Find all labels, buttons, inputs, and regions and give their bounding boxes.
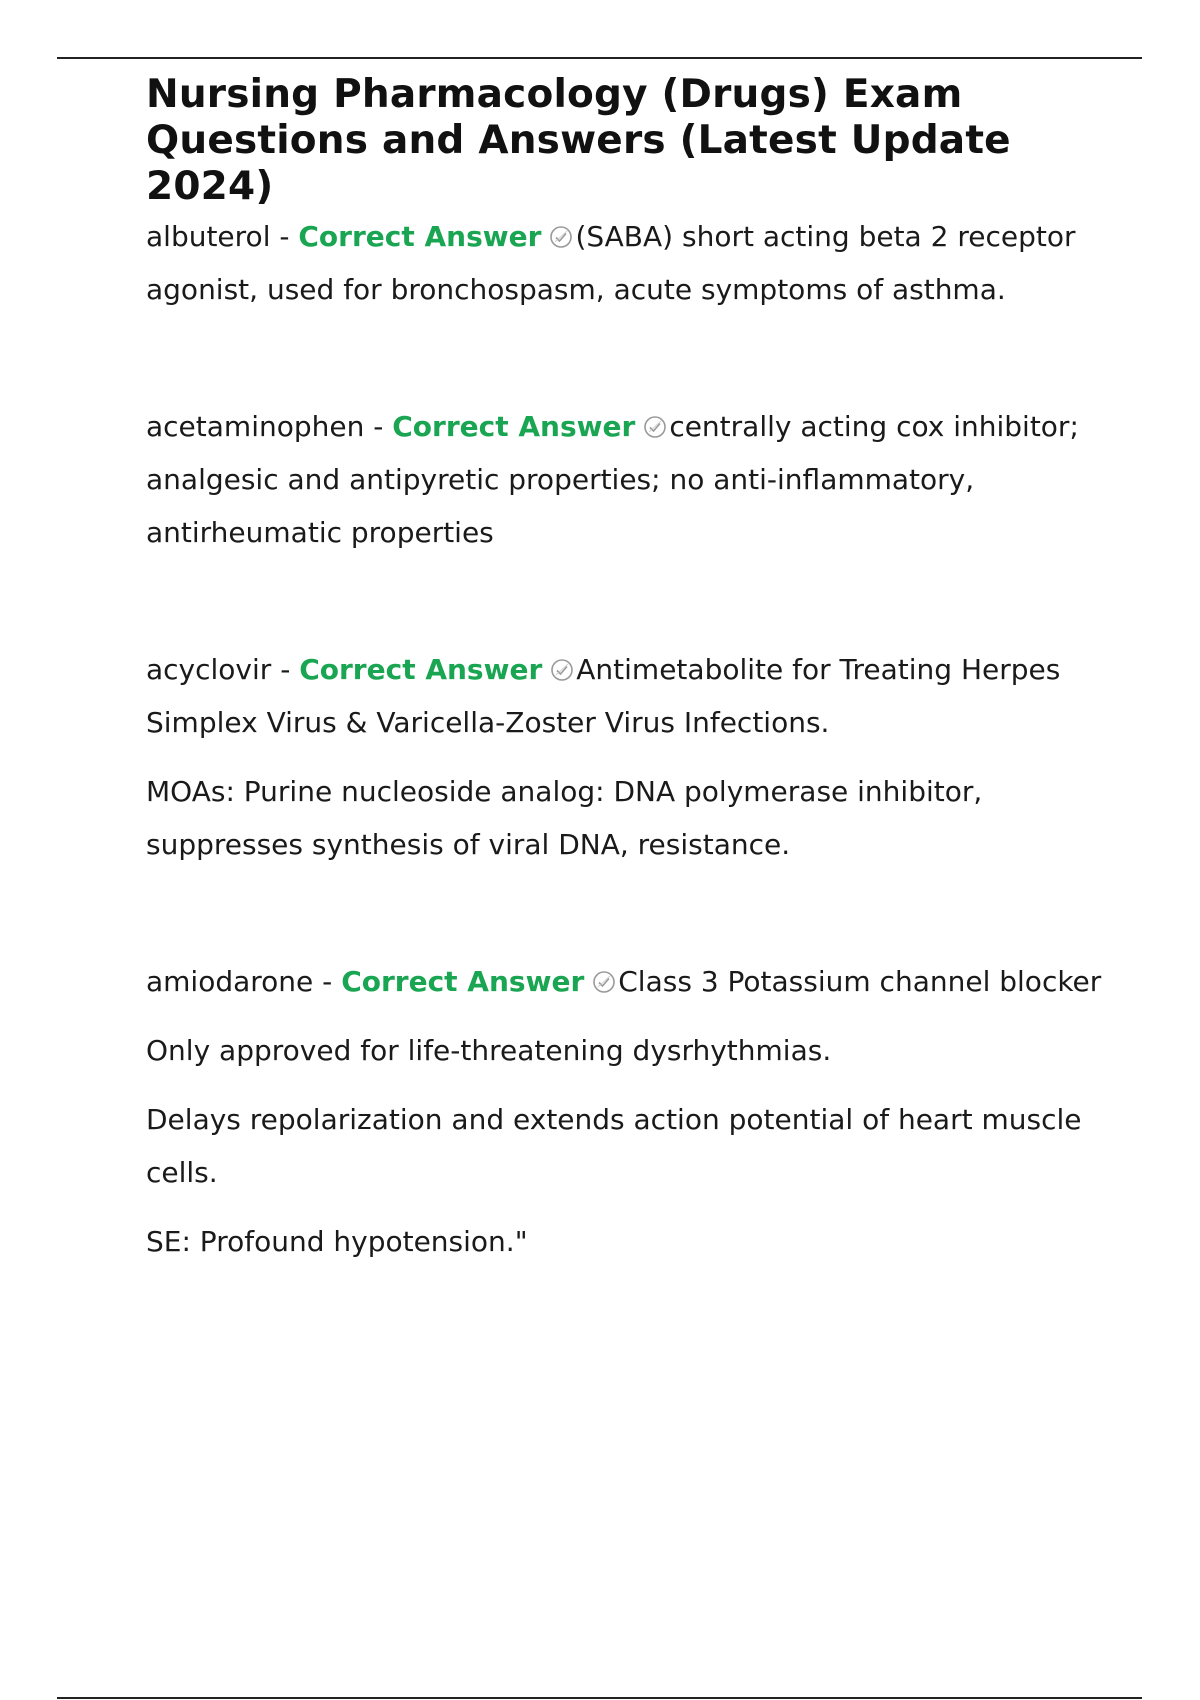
answer-text: Antimetabolite for Treating Herpes Simplex Virus & Varicella-Zoster Virus Infections.	[146, 653, 1061, 739]
drug-term: amiodarone	[146, 965, 314, 998]
answer-text: Class 3 Potassium channel blocker	[618, 965, 1102, 998]
separator: -	[364, 410, 393, 443]
check-circle-icon	[550, 658, 574, 682]
drug-term: acetaminophen	[146, 410, 365, 443]
check-circle-icon	[643, 415, 667, 439]
separator: -	[271, 653, 300, 686]
qa-entry-albuterol	[146, 210, 1106, 316]
check-circle-icon	[549, 225, 573, 249]
separator: -	[313, 965, 342, 998]
entry-first-paragraph	[146, 400, 1106, 559]
top-rule	[57, 57, 1142, 59]
document-page	[146, 72, 1106, 1268]
separator: -	[270, 220, 299, 253]
entry-first-paragraph	[146, 210, 1106, 316]
check-circle-icon	[592, 970, 616, 994]
correct-answer-label: Correct Answer	[299, 653, 543, 686]
correct-answer-label: Correct Answer	[392, 410, 636, 443]
answer-paragraph: SE: Profound hypotension."	[146, 1225, 528, 1258]
document-title: Nursing Pharmacology (Drugs) Exam Questions and Answers (Latest Update 2024)	[146, 72, 1011, 209]
qa-entry-amiodarone	[146, 955, 1106, 1268]
correct-answer-label: Correct Answer	[298, 220, 542, 253]
qa-entry-acyclovir	[146, 643, 1106, 871]
answer-text: (SABA) short acting beta 2 receptor agonist, used for bronchospasm, acute symptoms of asthma.	[146, 220, 1076, 306]
drug-term: albuterol	[146, 220, 271, 253]
answer-paragraph: Delays repolarization and extends action potential of heart muscle cells.	[146, 1103, 1082, 1189]
drug-term: acyclovir	[146, 653, 272, 686]
answer-paragraph: Only approved for life-threatening dysrhythmias.	[146, 1034, 832, 1067]
entry-first-paragraph	[146, 643, 1106, 749]
correct-answer-label: Correct Answer	[341, 965, 585, 998]
answer-paragraph: MOAs: Purine nucleoside analog: DNA polymerase inhibitor, suppresses synthesis of viral DNA, resistance.	[146, 775, 983, 861]
answer-text: centrally acting cox inhibitor; analgesic and antipyretic properties; no anti-inflammatory, antirheumatic properties	[146, 410, 1079, 549]
qa-entry-acetaminophen	[146, 400, 1106, 559]
bottom-rule	[57, 1697, 1142, 1699]
entry-first-paragraph	[146, 955, 1106, 1008]
